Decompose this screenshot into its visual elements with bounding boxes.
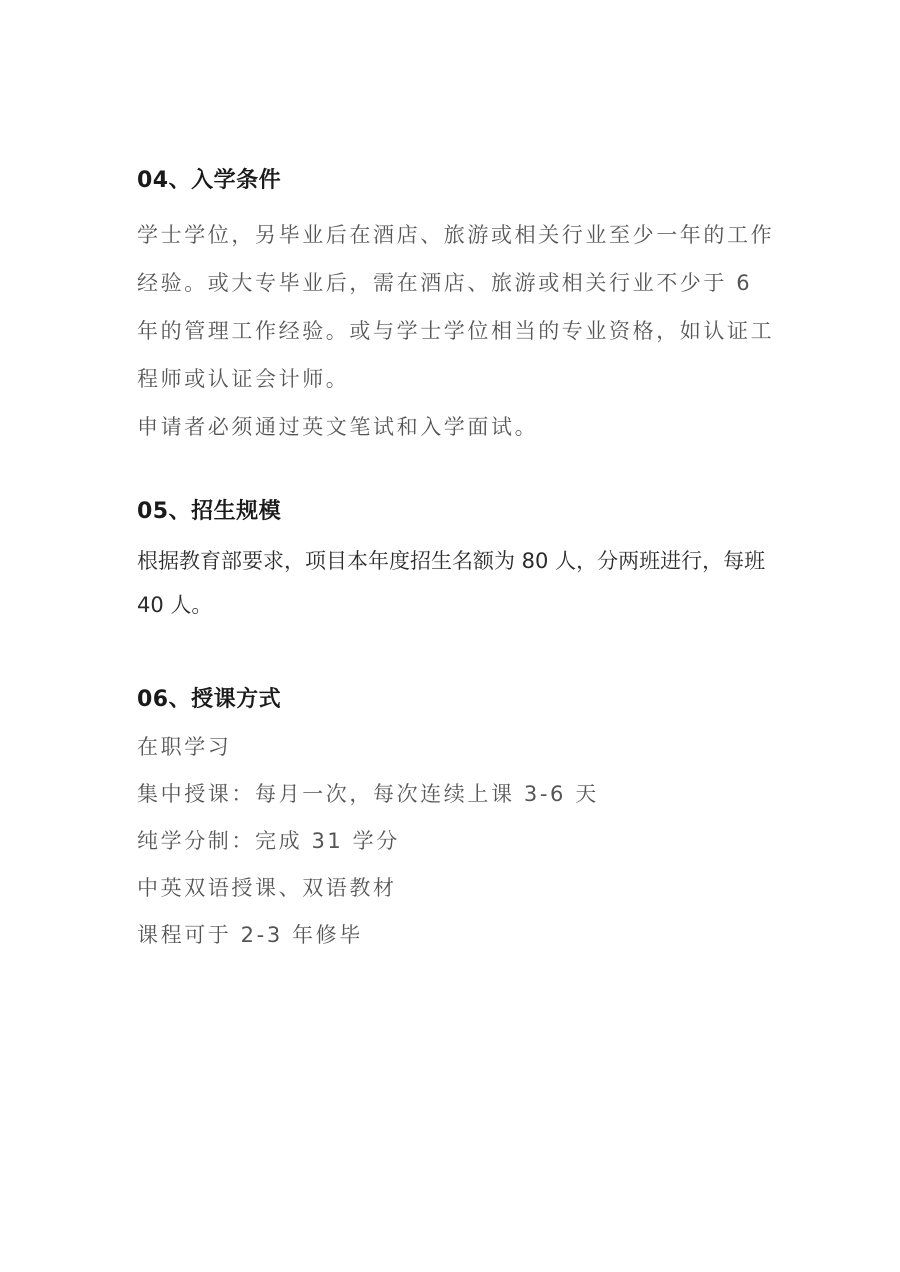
admission-exam-text: 申请者必须通过英文笔试和入学面试。 — [137, 415, 539, 439]
admission-requirements-text: 学士学位，另毕业后在酒店、旅游或相关行业至少一年的工作经验。或大专毕业后，需在酒店、旅游或相关行业不少于 6 年的管理工作经验。或与学士学位相当的专业资格，如认证工程师或认证会计师。 — [137, 223, 775, 391]
section-admission — [137, 166, 777, 451]
section-teaching — [137, 685, 777, 959]
teaching-item-mode: 在职学习 — [137, 735, 232, 759]
teaching-item-language: 中英双语授课、双语教材 — [137, 876, 397, 900]
enrollment-heading: 05、招生规模 — [137, 499, 282, 524]
teaching-item-duration: 课程可于 2-3 年修毕 — [137, 923, 363, 947]
teaching-item-credits: 纯学分制：完成 31 学分 — [137, 829, 400, 853]
enrollment-quota-text: 根据教育部要求，项目本年度招生名额为 80 人，分两班进行，每班 40 人。 — [137, 549, 766, 617]
section-enrollment — [137, 497, 777, 627]
teaching-item-schedule: 集中授课：每月一次，每次连续上课 3-6 天 — [137, 782, 599, 806]
teaching-heading: 06、授课方式 — [137, 687, 282, 712]
admission-heading: 04、入学条件 — [137, 168, 282, 193]
